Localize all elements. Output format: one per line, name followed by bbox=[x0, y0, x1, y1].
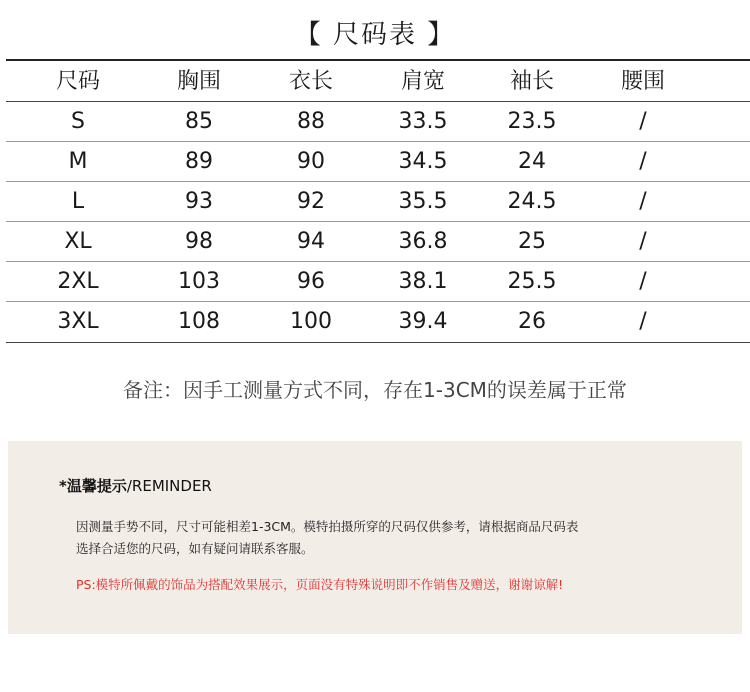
cell-sleeve: 23.5 bbox=[507, 109, 557, 134]
cell-sleeve: 24 bbox=[518, 149, 546, 174]
cell-length: 100 bbox=[290, 309, 332, 334]
cell-size: 3XL bbox=[57, 309, 99, 334]
cell-waist: / bbox=[639, 309, 647, 334]
reminder-text-line: 选择合适您的尺码，如有疑问请联系客服。 bbox=[76, 541, 314, 556]
cell-chest: 103 bbox=[178, 269, 220, 294]
cell-sleeve: 25.5 bbox=[507, 269, 557, 294]
table-row bbox=[0, 222, 750, 262]
page-title: 【 尺码表 】 bbox=[294, 20, 456, 50]
header-shoulder: 肩宽 bbox=[400, 69, 446, 94]
table-row bbox=[0, 262, 750, 302]
cell-shoulder: 38.1 bbox=[398, 269, 448, 294]
cell-length: 92 bbox=[297, 189, 325, 214]
cell-shoulder: 35.5 bbox=[398, 189, 448, 214]
cell-size: XL bbox=[64, 229, 92, 254]
header-waist: 腰围 bbox=[620, 69, 666, 94]
cell-chest: 98 bbox=[185, 229, 213, 254]
cell-waist: / bbox=[639, 149, 647, 174]
reminder-ps-note: PS:模特所佩戴的饰品为搭配效果展示，页面没有特殊说明即不作销售及赠送，谢谢谅解! bbox=[76, 577, 564, 592]
cell-waist: / bbox=[639, 269, 647, 294]
reminder-text-line: 因测量手势不同，尺寸可能相差1-3CM。模特拍摄所穿的尺码仅供参考，请根据商品尺码表 bbox=[76, 519, 579, 534]
cell-sleeve: 26 bbox=[518, 309, 546, 334]
table-bottom-rule bbox=[6, 342, 750, 343]
cell-shoulder: 36.8 bbox=[398, 229, 448, 254]
reminder-title-en: /REMINDER bbox=[126, 477, 212, 495]
reminder-title bbox=[59, 475, 212, 496]
cell-size: L bbox=[71, 189, 85, 214]
cell-sleeve: 24.5 bbox=[507, 189, 557, 214]
table-header-row bbox=[0, 62, 750, 102]
cell-size: S bbox=[71, 109, 85, 134]
cell-size: M bbox=[68, 149, 88, 174]
cell-length: 94 bbox=[297, 229, 325, 254]
table-top-rule bbox=[6, 59, 750, 61]
reminder-title-cn: *温馨提示 bbox=[59, 477, 127, 495]
cell-chest: 89 bbox=[185, 149, 213, 174]
cell-length: 90 bbox=[297, 149, 325, 174]
cell-chest: 85 bbox=[185, 109, 213, 134]
header-length: 衣长 bbox=[288, 69, 334, 94]
cell-length: 96 bbox=[297, 269, 325, 294]
table-row bbox=[0, 182, 750, 222]
header-chest: 胸围 bbox=[176, 69, 222, 94]
cell-waist: / bbox=[639, 229, 647, 254]
measurement-note: 备注：因手工测量方式不同，存在1-3CM的误差属于正常 bbox=[123, 378, 627, 402]
cell-shoulder: 34.5 bbox=[398, 149, 448, 174]
cell-length: 88 bbox=[297, 109, 325, 134]
cell-chest: 108 bbox=[178, 309, 220, 334]
reminder-box bbox=[8, 441, 742, 634]
table-row bbox=[0, 302, 750, 342]
header-size: 尺码 bbox=[55, 69, 101, 94]
cell-waist: / bbox=[639, 189, 647, 214]
header-sleeve: 袖长 bbox=[509, 69, 555, 94]
table-row bbox=[0, 142, 750, 182]
cell-sleeve: 25 bbox=[518, 229, 546, 254]
cell-size: 2XL bbox=[57, 269, 99, 294]
cell-chest: 93 bbox=[185, 189, 213, 214]
table-row bbox=[0, 102, 750, 142]
cell-waist: / bbox=[639, 109, 647, 134]
cell-shoulder: 33.5 bbox=[398, 109, 448, 134]
cell-shoulder: 39.4 bbox=[398, 309, 448, 334]
